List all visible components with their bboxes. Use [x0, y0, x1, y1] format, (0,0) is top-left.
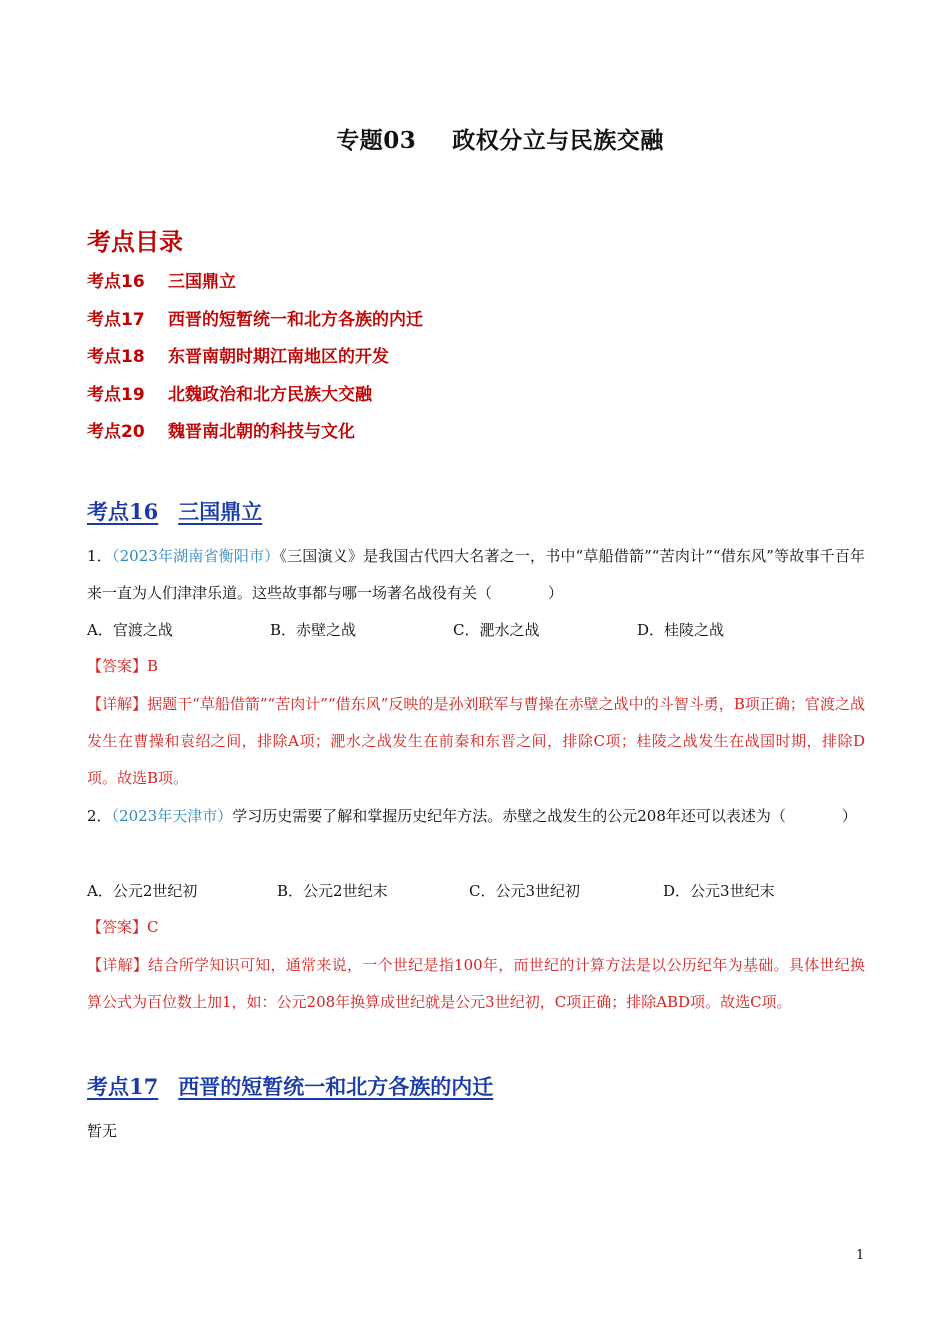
section-num: 考点16 [87, 499, 159, 524]
toc-item-num: 考点19 [87, 384, 145, 405]
title-part2: 政权分立与民族交融 [452, 127, 664, 154]
option-d: D．公元3世纪末 [663, 882, 775, 900]
option-b: B．公元2世纪末 [277, 882, 388, 900]
question-number: 1． [87, 547, 112, 565]
option-b: B．赤壁之战 [270, 621, 357, 639]
question-1-detail [87, 686, 865, 797]
question-text: 学习历史需要了解和掌握历史纪年方法。赤壁之战发生的公元208年还可以表述为（ [232, 807, 786, 825]
question-1-stem [87, 538, 865, 612]
answer-value: C [147, 918, 159, 936]
option-d: D．桂陵之战 [637, 621, 725, 639]
option-a: A．公元2世纪初 [87, 882, 198, 900]
detail-text: 据题干“草船借箭”“苦肉计”“借东风”反映的是孙刘联军与曹操在赤壁之战中的斗智斗勇，B项正确；官渡之战发生在曹操和袁绍之间，排除A项；淝水之战发生在前秦和东晋之间，排除C项；桂陵之战发生在战国时期，排除D项。故选B项。 [87, 695, 865, 787]
option-a: A．官渡之战 [87, 621, 173, 639]
toc-item [87, 420, 423, 458]
answer-tag: 【答案】 [87, 657, 148, 675]
detail-tag: 【详解】 [87, 956, 149, 974]
toc-item-num: 考点20 [87, 422, 145, 442]
section-label: 西晋的短暂统一和北方各族的内迁 [178, 1074, 494, 1099]
question-2-stem [87, 798, 865, 835]
question-source: （2023年湖南省衡阳市） [111, 547, 280, 565]
toc-item-num: 考点17 [87, 309, 145, 330]
detail-text: 结合所学知识可知，通常来说，一个世纪是指100年，而世纪的计算方法是以公历纪年为基础。具体世纪换算公式为百位数上加1，如：公元208年换算成世纪就是公元3世纪初，C项正确；排除ABD项。故选C项。 [87, 956, 865, 1011]
toc-heading: 考点目录 [87, 228, 183, 256]
toc-list [87, 270, 423, 458]
question-number: 2． [87, 807, 112, 825]
option-c: C．公元3世纪初 [469, 882, 581, 900]
section-heading-17 [87, 1071, 493, 1101]
answer-value: B [147, 657, 159, 675]
page-title [0, 122, 950, 155]
toc-item-label: 魏晋南北朝的科技与文化 [168, 422, 355, 442]
section-heading-16 [87, 496, 262, 526]
answer-tag: 【答案】 [87, 918, 148, 936]
toc-item [87, 270, 423, 308]
toc-item-num: 考点16 [87, 272, 145, 292]
question-1-answer [87, 648, 865, 685]
toc-item-num: 考点18 [87, 347, 145, 367]
detail-tag: 【详解】 [87, 695, 148, 713]
toc-item [87, 383, 423, 421]
section-num: 考点17 [87, 1074, 159, 1099]
page-number: 1 [856, 1248, 865, 1263]
toc-item [87, 308, 423, 346]
question-2-detail [87, 947, 865, 1021]
toc-item-label: 东晋南朝时期江南地区的开发 [168, 347, 389, 367]
title-part1: 专题03 [336, 127, 417, 154]
option-c: C．淝水之战 [453, 621, 540, 639]
none-text: 暂无 [87, 1122, 118, 1140]
question-2-answer [87, 909, 865, 946]
toc-item-label: 西晋的短暂统一和北方各族的内迁 [168, 309, 423, 330]
question-bracket-close: ） [548, 584, 564, 602]
question-source: （2023年天津市） [111, 807, 233, 825]
question-bracket-close: ） [841, 807, 857, 825]
toc-item-label: 北魏政治和北方民族大交融 [168, 384, 372, 405]
toc-item-label: 三国鼎立 [168, 272, 236, 292]
question-text: 《三国演义》是我国古代四大名著之一，书中“草船借箭”“苦肉计”“借东风”等故事千百年来一直为人们津津乐道。这些故事都与哪一场著名战役有关（ [87, 547, 866, 602]
toc-item [87, 345, 423, 383]
section-label: 三国鼎立 [178, 499, 263, 524]
